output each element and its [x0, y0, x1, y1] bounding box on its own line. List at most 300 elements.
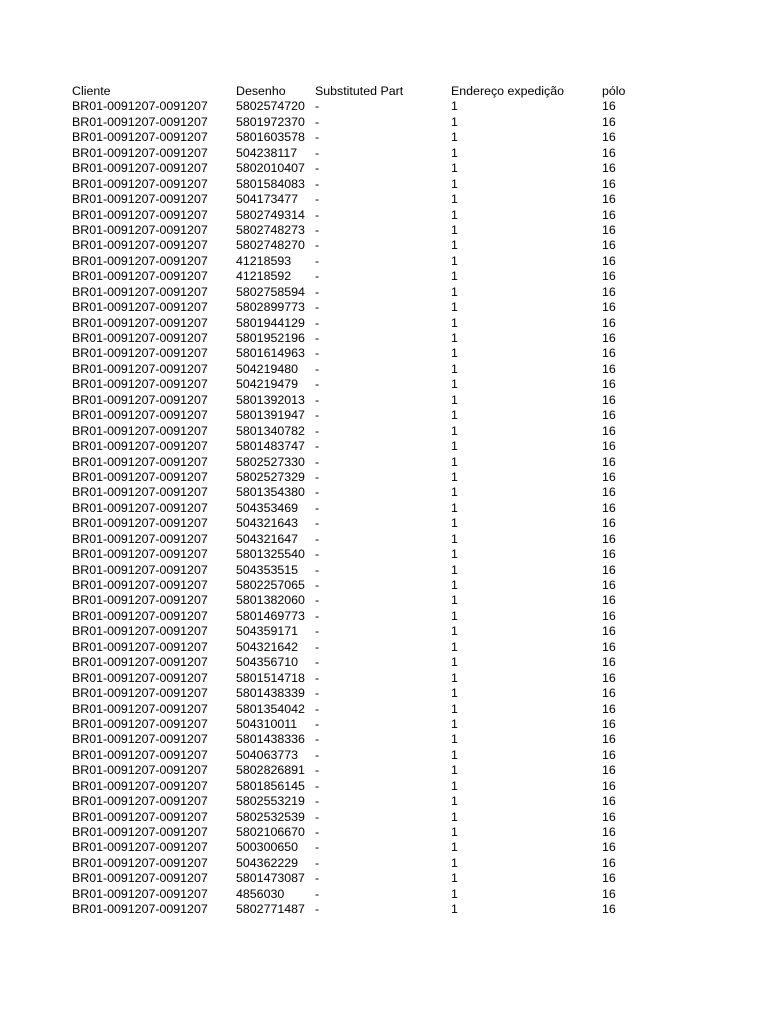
cell-polo: 16	[602, 485, 616, 500]
cell-endereco-expedicao: 1	[451, 269, 458, 284]
cell-polo: 16	[602, 578, 616, 592]
cell-substituted-part: -	[315, 593, 320, 608]
table-row	[0, 902, 768, 917]
cell-polo: 16	[602, 145, 616, 160]
cell-substituted-part: -	[315, 469, 320, 484]
cell-endereco-expedicao: 1	[451, 454, 458, 469]
cell-desenho: 5801972370	[236, 114, 305, 129]
cell-desenho: 504362229	[236, 855, 299, 870]
cell-desenho: 5802899773	[236, 300, 305, 315]
cell-substituted-part: -	[315, 608, 320, 623]
cell-endereco-expedicao: 1	[451, 161, 458, 176]
cell-polo: 16	[602, 300, 616, 315]
cell-desenho: 5801952196	[236, 331, 305, 345]
cell-polo: 16	[602, 686, 616, 701]
cell-substituted-part: -	[315, 99, 320, 114]
cell-desenho: 5801584083	[236, 176, 305, 191]
cell-cliente: BR01-0091207-0091207	[72, 902, 208, 917]
cell-substituted-part: -	[315, 392, 320, 407]
cell-polo: 16	[602, 794, 616, 809]
cell-desenho: 5801856145	[236, 778, 305, 793]
cell-cliente: BR01-0091207-0091207	[72, 840, 208, 855]
cell-polo: 16	[602, 315, 616, 330]
cell-polo: 16	[602, 423, 616, 438]
cell-endereco-expedicao: 1	[451, 578, 458, 592]
cell-desenho: 504219480	[236, 361, 299, 376]
cell-desenho: 5801469773	[236, 608, 305, 623]
table-row	[0, 316, 768, 331]
cell-endereco-expedicao: 1	[451, 377, 458, 392]
cell-endereco-expedicao: 1	[451, 469, 458, 484]
table-row	[0, 732, 768, 747]
cell-desenho: 5801603578	[236, 130, 305, 145]
cell-desenho: 41218592	[236, 269, 292, 284]
cell-polo: 16	[602, 670, 616, 685]
cell-cliente: BR01-0091207-0091207	[72, 531, 208, 546]
cell-desenho: 5802527329	[236, 469, 305, 484]
cell-polo: 16	[602, 331, 616, 345]
cell-polo: 16	[602, 222, 616, 237]
table-row	[0, 393, 768, 408]
cell-cliente: BR01-0091207-0091207	[72, 516, 208, 531]
cell-desenho: 5801483747	[236, 439, 305, 454]
cell-desenho: 5802574720	[236, 99, 305, 114]
cell-substituted-part: -	[315, 207, 320, 222]
cell-cliente: BR01-0091207-0091207	[72, 886, 208, 901]
table-row	[0, 516, 768, 531]
table-row	[0, 671, 768, 686]
cell-substituted-part: -	[315, 886, 320, 901]
cell-desenho: 5801438336	[236, 732, 305, 747]
cell-substituted-part: -	[315, 300, 320, 315]
cell-desenho: 5801354380	[236, 485, 305, 500]
cell-cliente: BR01-0091207-0091207	[72, 331, 208, 345]
cell-cliente: BR01-0091207-0091207	[72, 222, 208, 237]
cell-substituted-part: -	[315, 315, 320, 330]
cell-cliente: BR01-0091207-0091207	[72, 423, 208, 438]
table-row	[0, 470, 768, 485]
table-row	[0, 362, 768, 377]
table-header-row	[0, 84, 768, 99]
cell-desenho: 5802106670	[236, 825, 305, 839]
cell-substituted-part: -	[315, 778, 320, 793]
cell-desenho: 504321643	[236, 516, 299, 531]
table-row	[0, 238, 768, 253]
cell-endereco-expedicao: 1	[451, 608, 458, 623]
table-row	[0, 532, 768, 547]
cell-substituted-part: -	[315, 531, 320, 546]
cell-polo: 16	[602, 624, 616, 639]
cell-polo: 16	[602, 439, 616, 454]
cell-polo: 16	[602, 701, 616, 716]
cell-cliente: BR01-0091207-0091207	[72, 871, 208, 886]
cell-polo: 16	[602, 840, 616, 855]
cell-cliente: BR01-0091207-0091207	[72, 716, 208, 731]
cell-polo: 16	[602, 99, 616, 114]
cell-endereco-expedicao: 1	[451, 593, 458, 608]
cell-polo: 16	[602, 778, 616, 793]
table-row	[0, 346, 768, 361]
cell-desenho: 504063773	[236, 747, 299, 762]
cell-substituted-part: -	[315, 701, 320, 716]
cell-desenho: 5801354042	[236, 701, 305, 716]
table-row	[0, 856, 768, 871]
table-row	[0, 825, 768, 840]
cell-substituted-part: -	[315, 485, 320, 500]
cell-substituted-part: -	[315, 114, 320, 129]
cell-desenho: 504310011	[236, 716, 298, 731]
cell-endereco-expedicao: 1	[451, 670, 458, 685]
cell-cliente: BR01-0091207-0091207	[72, 747, 208, 762]
cell-endereco-expedicao: 1	[451, 886, 458, 901]
table-row	[0, 408, 768, 423]
table-row	[0, 99, 768, 114]
cell-cliente: BR01-0091207-0091207	[72, 593, 208, 608]
cell-endereco-expedicao: 1	[451, 346, 458, 361]
cell-desenho: 5802749314	[236, 207, 305, 222]
cell-polo: 16	[602, 361, 616, 376]
cell-substituted-part: -	[315, 130, 320, 145]
cell-substituted-part: -	[315, 192, 320, 207]
cell-endereco-expedicao: 1	[451, 130, 458, 145]
cell-desenho: 504353515	[236, 562, 299, 577]
cell-substituted-part: -	[315, 361, 320, 376]
table-row	[0, 717, 768, 732]
table-row	[0, 609, 768, 624]
cell-substituted-part: -	[315, 331, 320, 345]
table-row	[0, 547, 768, 562]
cell-desenho: 504238117	[236, 145, 298, 160]
cell-substituted-part: -	[315, 454, 320, 469]
cell-desenho: 5801473087	[236, 871, 305, 886]
cell-polo: 16	[602, 469, 616, 484]
cell-endereco-expedicao: 1	[451, 485, 458, 500]
cell-substituted-part: -	[315, 825, 320, 839]
cell-cliente: BR01-0091207-0091207	[72, 855, 208, 870]
header-polo: pólo	[602, 84, 626, 98]
cell-substituted-part: -	[315, 547, 320, 562]
cell-substituted-part: -	[315, 269, 320, 284]
cell-cliente: BR01-0091207-0091207	[72, 624, 208, 639]
table-row	[0, 686, 768, 701]
table-row	[0, 177, 768, 192]
cell-substituted-part: -	[315, 670, 320, 685]
table-row	[0, 300, 768, 315]
table-row	[0, 748, 768, 763]
header-substituted-part: Substituted Part	[315, 84, 404, 98]
cell-substituted-part: -	[315, 253, 320, 268]
cell-desenho: 4856030	[236, 886, 285, 901]
cell-cliente: BR01-0091207-0091207	[72, 500, 208, 515]
cell-polo: 16	[602, 238, 616, 253]
cell-substituted-part: -	[315, 161, 320, 176]
cell-endereco-expedicao: 1	[451, 114, 458, 129]
cell-cliente: BR01-0091207-0091207	[72, 655, 208, 670]
cell-polo: 16	[602, 655, 616, 670]
cell-polo: 16	[602, 547, 616, 562]
cell-polo: 16	[602, 114, 616, 129]
cell-cliente: BR01-0091207-0091207	[72, 732, 208, 747]
cell-substituted-part: -	[315, 855, 320, 870]
cell-endereco-expedicao: 1	[451, 732, 458, 747]
cell-substituted-part: -	[315, 809, 320, 824]
cell-endereco-expedicao: 1	[451, 902, 458, 917]
table-row	[0, 640, 768, 655]
cell-polo: 16	[602, 763, 616, 778]
table-row	[0, 794, 768, 809]
cell-substituted-part: -	[315, 346, 320, 361]
table-row	[0, 285, 768, 300]
cell-substituted-part: -	[315, 624, 320, 639]
cell-endereco-expedicao: 1	[451, 531, 458, 546]
table-row	[0, 424, 768, 439]
cell-cliente: BR01-0091207-0091207	[72, 686, 208, 701]
table-row	[0, 593, 768, 608]
cell-desenho: 504321642	[236, 639, 299, 654]
cell-endereco-expedicao: 1	[451, 300, 458, 315]
cell-desenho: 504356710	[236, 655, 299, 670]
cell-desenho: 5801382060	[236, 593, 305, 608]
cell-substituted-part: -	[315, 871, 320, 886]
cell-polo: 16	[602, 176, 616, 191]
cell-cliente: BR01-0091207-0091207	[72, 253, 208, 268]
cell-cliente: BR01-0091207-0091207	[72, 269, 208, 284]
table-row	[0, 331, 768, 346]
table-row	[0, 223, 768, 238]
cell-cliente: BR01-0091207-0091207	[72, 408, 208, 423]
cell-polo: 16	[602, 408, 616, 423]
cell-endereco-expedicao: 1	[451, 516, 458, 531]
cell-desenho: 5802010407	[236, 161, 305, 176]
cell-endereco-expedicao: 1	[451, 408, 458, 423]
cell-endereco-expedicao: 1	[451, 794, 458, 809]
cell-substituted-part: -	[315, 655, 320, 670]
cell-endereco-expedicao: 1	[451, 855, 458, 870]
cell-polo: 16	[602, 531, 616, 546]
table-row	[0, 887, 768, 902]
cell-desenho: 5802527330	[236, 454, 305, 469]
cell-endereco-expedicao: 1	[451, 99, 458, 114]
cell-endereco-expedicao: 1	[451, 825, 458, 839]
cell-polo: 16	[602, 284, 616, 299]
table-row	[0, 161, 768, 176]
table-row	[0, 624, 768, 639]
cell-polo: 16	[602, 500, 616, 515]
cell-desenho: 500300650	[236, 840, 299, 855]
cell-polo: 16	[602, 562, 616, 577]
cell-substituted-part: -	[315, 686, 320, 701]
cell-cliente: BR01-0091207-0091207	[72, 485, 208, 500]
cell-desenho: 504359171	[236, 624, 299, 639]
cell-desenho: 5801614963	[236, 346, 305, 361]
table-row	[0, 563, 768, 578]
cell-endereco-expedicao: 1	[451, 763, 458, 778]
cell-substituted-part: -	[315, 439, 320, 454]
cell-endereco-expedicao: 1	[451, 500, 458, 515]
cell-endereco-expedicao: 1	[451, 871, 458, 886]
cell-substituted-part: -	[315, 176, 320, 191]
table-row	[0, 655, 768, 670]
parts-table	[0, 84, 768, 918]
cell-substituted-part: -	[315, 794, 320, 809]
cell-endereco-expedicao: 1	[451, 284, 458, 299]
cell-cliente: BR01-0091207-0091207	[72, 377, 208, 392]
cell-endereco-expedicao: 1	[451, 562, 458, 577]
cell-cliente: BR01-0091207-0091207	[72, 207, 208, 222]
cell-endereco-expedicao: 1	[451, 253, 458, 268]
cell-substituted-part: -	[315, 423, 320, 438]
cell-endereco-expedicao: 1	[451, 392, 458, 407]
cell-substituted-part: -	[315, 408, 320, 423]
cell-desenho: 5802748273	[236, 222, 305, 237]
cell-polo: 16	[602, 593, 616, 608]
cell-cliente: BR01-0091207-0091207	[72, 562, 208, 577]
header-endereco-expedicao: Endereço expedição	[451, 84, 564, 98]
cell-endereco-expedicao: 1	[451, 686, 458, 701]
table-row	[0, 115, 768, 130]
table-row	[0, 702, 768, 717]
cell-substituted-part: -	[315, 639, 320, 654]
cell-cliente: BR01-0091207-0091207	[72, 315, 208, 330]
cell-desenho: 5802758594	[236, 284, 305, 299]
cell-cliente: BR01-0091207-0091207	[72, 639, 208, 654]
cell-desenho: 5801340782	[236, 423, 305, 438]
cell-polo: 16	[602, 886, 616, 901]
cell-cliente: BR01-0091207-0091207	[72, 114, 208, 129]
cell-polo: 16	[602, 377, 616, 392]
cell-endereco-expedicao: 1	[451, 192, 458, 207]
table-row	[0, 779, 768, 794]
cell-endereco-expedicao: 1	[451, 716, 458, 731]
cell-endereco-expedicao: 1	[451, 315, 458, 330]
cell-cliente: BR01-0091207-0091207	[72, 161, 208, 176]
table-row	[0, 192, 768, 207]
cell-cliente: BR01-0091207-0091207	[72, 346, 208, 361]
cell-polo: 16	[602, 130, 616, 145]
cell-endereco-expedicao: 1	[451, 840, 458, 855]
cell-cliente: BR01-0091207-0091207	[72, 361, 208, 376]
cell-endereco-expedicao: 1	[451, 222, 458, 237]
cell-substituted-part: -	[315, 222, 320, 237]
cell-cliente: BR01-0091207-0091207	[72, 608, 208, 623]
cell-desenho: 5802553219	[236, 794, 305, 809]
cell-polo: 16	[602, 825, 616, 839]
cell-substituted-part: -	[315, 732, 320, 747]
cell-desenho: 5801392013	[236, 392, 305, 407]
cell-cliente: BR01-0091207-0091207	[72, 454, 208, 469]
table-row	[0, 208, 768, 223]
cell-endereco-expedicao: 1	[451, 361, 458, 376]
cell-endereco-expedicao: 1	[451, 176, 458, 191]
cell-substituted-part: -	[315, 840, 320, 855]
table-body	[0, 99, 768, 917]
cell-desenho: 5802257065	[236, 578, 305, 592]
cell-desenho: 504321647	[236, 531, 299, 546]
cell-endereco-expedicao: 1	[451, 145, 458, 160]
cell-desenho: 5801944129	[236, 315, 305, 330]
cell-endereco-expedicao: 1	[451, 439, 458, 454]
cell-cliente: BR01-0091207-0091207	[72, 825, 208, 839]
cell-cliente: BR01-0091207-0091207	[72, 763, 208, 778]
cell-cliente: BR01-0091207-0091207	[72, 439, 208, 454]
cell-substituted-part: -	[315, 562, 320, 577]
cell-substituted-part: -	[315, 377, 320, 392]
cell-desenho: 5802826891	[236, 763, 305, 778]
cell-polo: 16	[602, 454, 616, 469]
cell-endereco-expedicao: 1	[451, 547, 458, 562]
cell-desenho: 504173477	[236, 192, 299, 207]
cell-cliente: BR01-0091207-0091207	[72, 794, 208, 809]
cell-cliente: BR01-0091207-0091207	[72, 300, 208, 315]
cell-endereco-expedicao: 1	[451, 331, 458, 345]
table-row	[0, 810, 768, 825]
cell-endereco-expedicao: 1	[451, 238, 458, 253]
cell-polo: 16	[602, 809, 616, 824]
cell-desenho: 5801514718	[236, 670, 305, 685]
cell-polo: 16	[602, 747, 616, 762]
cell-substituted-part: -	[315, 578, 320, 592]
cell-substituted-part: -	[315, 747, 320, 762]
cell-substituted-part: -	[315, 145, 320, 160]
cell-cliente: BR01-0091207-0091207	[72, 99, 208, 114]
cell-endereco-expedicao: 1	[451, 747, 458, 762]
cell-substituted-part: -	[315, 238, 320, 253]
cell-polo: 16	[602, 716, 616, 731]
cell-substituted-part: -	[315, 284, 320, 299]
cell-polo: 16	[602, 608, 616, 623]
cell-desenho: 5801391947	[236, 408, 305, 423]
table-row	[0, 130, 768, 145]
cell-cliente: BR01-0091207-0091207	[72, 192, 208, 207]
cell-endereco-expedicao: 1	[451, 207, 458, 222]
cell-substituted-part: -	[315, 763, 320, 778]
table-row	[0, 254, 768, 269]
cell-polo: 16	[602, 639, 616, 654]
cell-polo: 16	[602, 207, 616, 222]
table-row	[0, 578, 768, 593]
cell-endereco-expedicao: 1	[451, 423, 458, 438]
cell-polo: 16	[602, 871, 616, 886]
cell-desenho: 504353469	[236, 500, 299, 515]
table-row	[0, 377, 768, 392]
cell-endereco-expedicao: 1	[451, 624, 458, 639]
cell-cliente: BR01-0091207-0091207	[72, 809, 208, 824]
cell-polo: 16	[602, 392, 616, 407]
cell-substituted-part: -	[315, 500, 320, 515]
cell-endereco-expedicao: 1	[451, 701, 458, 716]
cell-endereco-expedicao: 1	[451, 778, 458, 793]
cell-cliente: BR01-0091207-0091207	[72, 547, 208, 562]
table-row	[0, 455, 768, 470]
cell-cliente: BR01-0091207-0091207	[72, 670, 208, 685]
cell-polo: 16	[602, 855, 616, 870]
cell-polo: 16	[602, 253, 616, 268]
table-row	[0, 763, 768, 778]
cell-desenho: 5802532539	[236, 809, 305, 824]
header-cliente: Cliente	[72, 84, 111, 98]
cell-polo: 16	[602, 902, 616, 917]
cell-cliente: BR01-0091207-0091207	[72, 469, 208, 484]
cell-substituted-part: -	[315, 716, 320, 731]
cell-cliente: BR01-0091207-0091207	[72, 284, 208, 299]
table-row	[0, 439, 768, 454]
cell-cliente: BR01-0091207-0091207	[72, 701, 208, 716]
table-row	[0, 485, 768, 500]
table-row	[0, 840, 768, 855]
cell-substituted-part: -	[315, 902, 320, 917]
cell-endereco-expedicao: 1	[451, 639, 458, 654]
cell-desenho: 504219479	[236, 377, 299, 392]
